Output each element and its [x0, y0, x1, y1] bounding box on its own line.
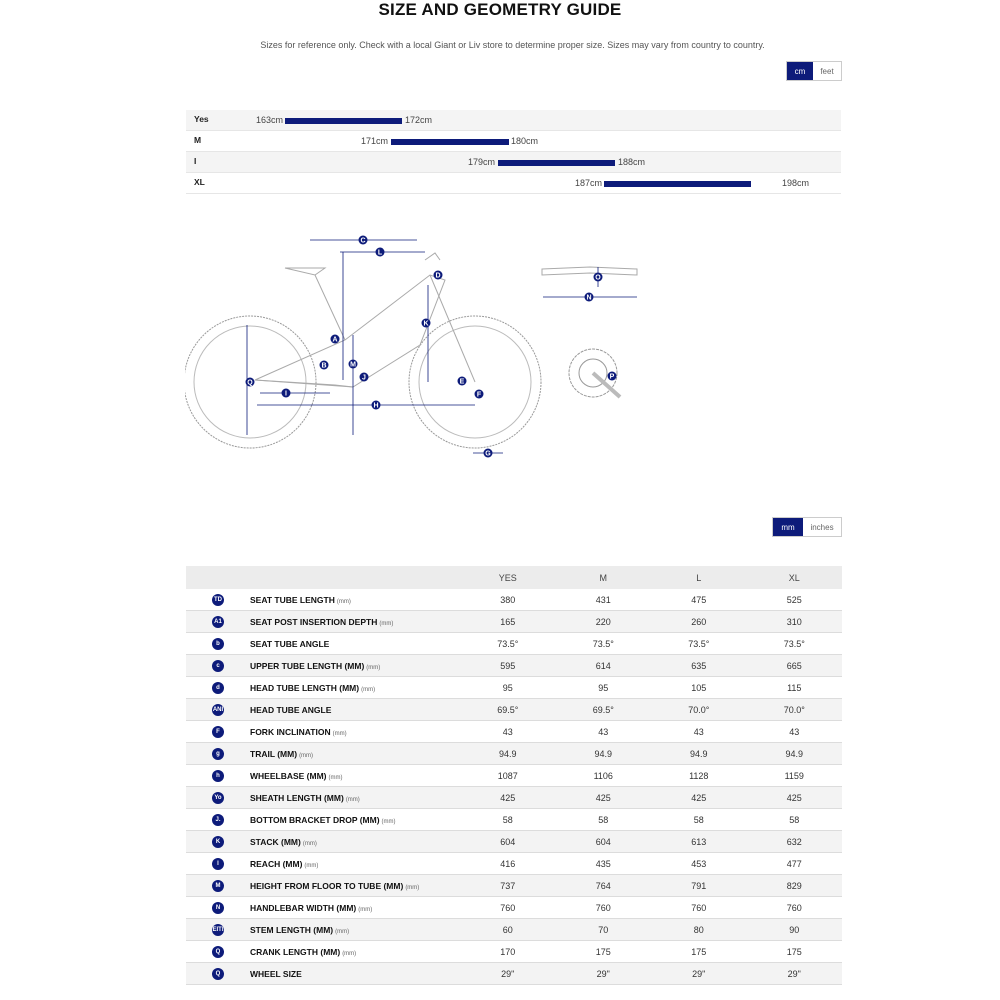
table-row — [186, 809, 842, 831]
icon-column-header — [186, 566, 250, 589]
measurement-value: 595 — [460, 655, 556, 677]
measurement-value: 310 — [747, 611, 843, 633]
measurement-value: 791 — [651, 875, 747, 897]
svg-text:B: B — [321, 362, 327, 370]
measurement-badge-icon: F — [212, 726, 224, 738]
measurement-unit: (mm) — [302, 840, 317, 847]
measurement-badge-icon: TD — [212, 594, 224, 606]
table-row — [186, 831, 842, 853]
measurement-badge-icon: h — [212, 770, 224, 782]
measurement-value: 94.9 — [460, 743, 556, 765]
measurement-name-cell — [250, 677, 460, 699]
diagram-label-c — [359, 236, 368, 245]
measurement-name-cell — [250, 963, 460, 985]
size-max: 172cm — [405, 115, 433, 125]
measurement-value: 90 — [747, 919, 843, 941]
diagram-label-f — [475, 390, 484, 399]
measurement-value: 425 — [460, 787, 556, 809]
rider-size-row — [186, 131, 841, 152]
measurement-unit: (mm) — [304, 862, 319, 869]
diagram-label-d — [434, 271, 443, 280]
measurement-value: 453 — [651, 853, 747, 875]
size-label: Yes — [194, 114, 209, 124]
table-row — [186, 611, 842, 633]
measurement-badge-icon: ANI — [212, 704, 224, 716]
measurement-name-cell — [250, 941, 460, 963]
measurement-value: 475 — [651, 589, 747, 611]
measurement-value: 80 — [651, 919, 747, 941]
size-min: 163cm — [255, 115, 283, 125]
diagram-label-m — [349, 360, 358, 369]
measurement-unit: (mm) — [361, 686, 376, 693]
measurement-name: TRAIL (MM) — [250, 748, 298, 759]
measurement-unit: (mm) — [405, 884, 420, 891]
measurement-value: 665 — [747, 655, 843, 677]
size-disclaimer: Sizes for reference only. Check with a local Giant or Liv store to determine proper size. Sizes may vary from country to country. — [260, 40, 765, 50]
measurement-unit: (mm) — [332, 730, 347, 737]
table-row — [186, 941, 842, 963]
measurement-name: UPPER TUBE LENGTH (MM) — [250, 660, 365, 671]
measurement-value: 73.5° — [556, 633, 652, 655]
measurement-value: 95 — [460, 677, 556, 699]
measurement-unit: (mm) — [381, 818, 396, 825]
measurement-name-cell — [250, 787, 460, 809]
measurement-name-cell — [250, 721, 460, 743]
size-column-header: L — [651, 566, 747, 589]
row-icon-cell — [186, 875, 250, 897]
measurement-value: 829 — [747, 875, 843, 897]
measurement-name: STACK (MM) — [250, 836, 301, 847]
geometry-table — [186, 566, 842, 985]
measurement-name: FORK INCLINATION — [250, 726, 331, 737]
row-icon-cell — [186, 919, 250, 941]
measurement-unit: (mm) — [366, 664, 381, 671]
measurement-badge-icon: J. — [212, 814, 224, 826]
measurement-badge-icon: A1 — [212, 616, 224, 628]
measurement-name-cell — [250, 655, 460, 677]
row-icon-cell — [186, 765, 250, 787]
svg-text:M: M — [350, 361, 356, 369]
feet-button[interactable]: feet — [813, 62, 841, 80]
measurement-value: 29" — [556, 963, 652, 985]
diagram-label-l — [376, 248, 385, 257]
measurement-value: 70.0° — [651, 699, 747, 721]
measurement-value: 632 — [747, 831, 843, 853]
measurement-value: 1087 — [460, 765, 556, 787]
measurement-unit: (mm) — [335, 928, 350, 935]
table-row — [186, 721, 842, 743]
svg-text:G: G — [485, 450, 491, 458]
measurement-badge-icon: M — [212, 880, 224, 892]
bike-geometry-diagram — [185, 225, 655, 465]
size-label: I — [194, 156, 197, 166]
table-row — [186, 853, 842, 875]
measurement-name-cell — [250, 919, 460, 941]
measurement-name: CRANK LENGTH (MM) — [250, 946, 341, 957]
table-row — [186, 875, 842, 897]
measurement-value: 29" — [747, 963, 843, 985]
diagram-label-p — [608, 372, 617, 381]
size-column-header: YES — [460, 566, 556, 589]
height-unit-toggle — [786, 61, 842, 81]
measurement-value: 43 — [651, 721, 747, 743]
measurement-value: 70.0° — [747, 699, 843, 721]
svg-text:A: A — [332, 336, 338, 344]
measurement-badge-icon: K — [212, 836, 224, 848]
cm-button[interactable]: cm — [787, 62, 813, 80]
diagram-label-e — [458, 377, 467, 386]
diagram-label-i — [282, 389, 291, 398]
svg-text:D: D — [435, 272, 441, 280]
row-icon-cell — [186, 655, 250, 677]
rider-size-row — [186, 152, 841, 173]
svg-text:J: J — [362, 374, 366, 382]
measurement-value: 431 — [556, 589, 652, 611]
measurement-value: 614 — [556, 655, 652, 677]
size-min: 179cm — [467, 157, 495, 167]
measurement-name: HEIGHT FROM FLOOR TO TUBE (MM) — [250, 880, 404, 891]
svg-text:H: H — [373, 402, 379, 410]
inches-button[interactable]: inches — [803, 518, 841, 536]
measurement-value: 613 — [651, 831, 747, 853]
measurement-name-cell — [250, 611, 460, 633]
measurement-value: 175 — [747, 941, 843, 963]
measurement-value: 43 — [747, 721, 843, 743]
row-icon-cell — [186, 941, 250, 963]
table-row — [186, 765, 842, 787]
size-range-bar — [391, 139, 509, 145]
measurement-value: 43 — [460, 721, 556, 743]
size-column-header: M — [556, 566, 652, 589]
measurement-unit: (mm) — [345, 796, 360, 803]
row-icon-cell — [186, 633, 250, 655]
size-label: XL — [194, 177, 205, 187]
svg-text:F: F — [476, 391, 482, 399]
bike-frame — [255, 272, 445, 387]
measurement-value: 115 — [747, 677, 843, 699]
measurement-value: 175 — [651, 941, 747, 963]
measurement-value: 604 — [460, 831, 556, 853]
row-icon-cell — [186, 743, 250, 765]
size-range-bar — [604, 181, 751, 187]
row-icon-cell — [186, 787, 250, 809]
measurement-value: 477 — [747, 853, 843, 875]
measurement-name-cell — [250, 809, 460, 831]
measurement-value: 69.5° — [460, 699, 556, 721]
measurement-unit: (mm) — [379, 620, 394, 627]
measurement-value: 58 — [651, 809, 747, 831]
diagram-label-k — [422, 319, 431, 328]
diagram-label-q — [246, 378, 255, 387]
measurement-value: 73.5° — [651, 633, 747, 655]
measurement-name: HANDLEBAR WIDTH (MM) — [250, 902, 357, 913]
measurement-value: 1106 — [556, 765, 652, 787]
table-row — [186, 633, 842, 655]
measurement-name: SEAT TUBE ANGLE — [250, 638, 330, 649]
row-icon-cell — [186, 699, 250, 721]
measurement-value: 94.9 — [747, 743, 843, 765]
measurement-badge-icon: c — [212, 660, 224, 672]
page-title: SIZE AND GEOMETRY GUIDE — [378, 0, 622, 19]
measurement-name: REACH (MM) — [250, 858, 303, 869]
measurement-badge-icon: d — [212, 682, 224, 694]
size-max: 180cm — [511, 136, 539, 146]
measurement-badge-icon: Yo — [212, 792, 224, 804]
rider-size-row — [186, 110, 841, 131]
measurement-name: HEAD TUBE ANGLE — [250, 704, 332, 715]
measurement-value: 165 — [460, 611, 556, 633]
measurement-badge-icon: g — [212, 748, 224, 760]
measurement-value: 380 — [460, 589, 556, 611]
measurement-value: 425 — [651, 787, 747, 809]
measurement-value: 94.9 — [651, 743, 747, 765]
measurement-value: 635 — [651, 655, 747, 677]
measurement-value: 220 — [556, 611, 652, 633]
size-range-bar — [498, 160, 615, 166]
measurement-value: 425 — [556, 787, 652, 809]
measurement-name: STEM LENGTH (MM) — [250, 924, 334, 935]
table-row — [186, 787, 842, 809]
size-label: M — [194, 135, 202, 145]
geometry-header-row — [186, 566, 842, 589]
measurement-value: 760 — [651, 897, 747, 919]
measurement-value: 1159 — [747, 765, 843, 787]
table-row — [186, 589, 842, 611]
measurement-value: 95 — [556, 677, 652, 699]
measurement-value: 58 — [556, 809, 652, 831]
diagram-label-a — [331, 335, 340, 344]
rider-size-row — [186, 173, 841, 194]
diagram-label-o — [594, 273, 603, 282]
row-icon-cell — [186, 721, 250, 743]
row-icon-cell — [186, 611, 250, 633]
row-icon-cell — [186, 809, 250, 831]
measurement-value: 69.5° — [556, 699, 652, 721]
diagram-label-g — [484, 449, 493, 458]
svg-text:Q: Q — [247, 379, 253, 387]
measurement-value: 73.5° — [460, 633, 556, 655]
measurement-value: 604 — [556, 831, 652, 853]
measurement-unit: (mm) — [358, 906, 373, 913]
svg-text:K: K — [423, 320, 429, 328]
measurement-value: 416 — [460, 853, 556, 875]
geometry-unit-toggle — [772, 517, 842, 537]
measurement-name: BOTTOM BRACKET DROP (MM) — [250, 814, 380, 825]
measurement-badge-icon: Q — [212, 946, 224, 958]
row-icon-cell — [186, 897, 250, 919]
measurement-badge-icon: I — [212, 858, 224, 870]
measurement-value: 170 — [460, 941, 556, 963]
rider-size-chart — [186, 110, 841, 194]
measurement-name: SHEATH LENGTH (MM) — [250, 792, 344, 803]
measurement-value: 29" — [651, 963, 747, 985]
measurement-badge-icon: Q — [212, 968, 224, 980]
measurement-value: 1128 — [651, 765, 747, 787]
table-row — [186, 699, 842, 721]
measurement-badge-icon: N — [212, 902, 224, 914]
measurement-value: 737 — [460, 875, 556, 897]
measurement-name: SEAT TUBE LENGTH — [250, 594, 335, 605]
measurement-value: 29" — [460, 963, 556, 985]
mm-button[interactable]: mm — [773, 518, 803, 536]
table-row — [186, 655, 842, 677]
svg-text:C: C — [360, 237, 366, 245]
svg-text:I: I — [285, 390, 287, 398]
table-row — [186, 963, 842, 985]
size-column-header: XL — [747, 566, 843, 589]
measurement-value: 760 — [747, 897, 843, 919]
size-range-bar — [285, 118, 402, 124]
row-icon-cell — [186, 963, 250, 985]
measurement-value: 525 — [747, 589, 843, 611]
measurement-name-cell — [250, 699, 460, 721]
size-min: 187cm — [574, 178, 602, 188]
measurement-name-cell — [250, 743, 460, 765]
measurement-value: 260 — [651, 611, 747, 633]
measurement-name: WHEEL SIZE — [250, 968, 302, 979]
measurement-value: 58 — [460, 809, 556, 831]
table-row — [186, 677, 842, 699]
measurement-value: 175 — [556, 941, 652, 963]
svg-text:P: P — [609, 373, 615, 381]
measurement-value: 60 — [460, 919, 556, 941]
measurement-badge-icon: EITI — [212, 924, 224, 936]
measurement-name-cell — [250, 831, 460, 853]
diagram-label-n — [585, 293, 594, 302]
measurement-value: 73.5° — [747, 633, 843, 655]
measurement-value: 425 — [747, 787, 843, 809]
name-column-header — [250, 566, 460, 589]
svg-text:E: E — [459, 378, 465, 386]
measurement-name-cell — [250, 875, 460, 897]
measurement-name-cell — [250, 897, 460, 919]
measurement-value: 760 — [460, 897, 556, 919]
row-icon-cell — [186, 853, 250, 875]
svg-text:N: N — [586, 294, 592, 302]
size-max: 188cm — [618, 157, 646, 167]
row-icon-cell — [186, 831, 250, 853]
measurement-name: HEAD TUBE LENGTH (MM) — [250, 682, 360, 693]
measurement-name-cell — [250, 589, 460, 611]
measurement-unit: (mm) — [336, 598, 351, 605]
measurement-badge-icon: b — [212, 638, 224, 650]
measurement-value: 94.9 — [556, 743, 652, 765]
svg-text:O: O — [595, 274, 601, 282]
svg-text:L: L — [377, 249, 383, 257]
measurement-value: 760 — [556, 897, 652, 919]
row-icon-cell — [186, 589, 250, 611]
row-icon-cell — [186, 677, 250, 699]
measurement-name: SEAT POST INSERTION DEPTH — [250, 616, 378, 627]
measurement-value: 764 — [556, 875, 652, 897]
size-min: 171cm — [360, 136, 388, 146]
measurement-value: 435 — [556, 853, 652, 875]
size-max: 198cm — [782, 178, 810, 188]
measurement-value: 58 — [747, 809, 843, 831]
diagram-label-h — [372, 401, 381, 410]
measurement-name: WHEELBASE (MM) — [250, 770, 327, 781]
diagram-label-b — [320, 361, 329, 370]
table-row — [186, 919, 842, 941]
table-row — [186, 897, 842, 919]
measurement-name-cell — [250, 633, 460, 655]
measurement-unit: (mm) — [342, 950, 357, 957]
measurement-value: 43 — [556, 721, 652, 743]
measurement-value: 70 — [556, 919, 652, 941]
measurement-unit: (mm) — [299, 752, 314, 759]
diagram-label-j — [360, 373, 369, 382]
measurement-name-cell — [250, 853, 460, 875]
table-row — [186, 743, 842, 765]
measurement-value: 105 — [651, 677, 747, 699]
measurement-name-cell — [250, 765, 460, 787]
measurement-unit: (mm) — [328, 774, 343, 781]
